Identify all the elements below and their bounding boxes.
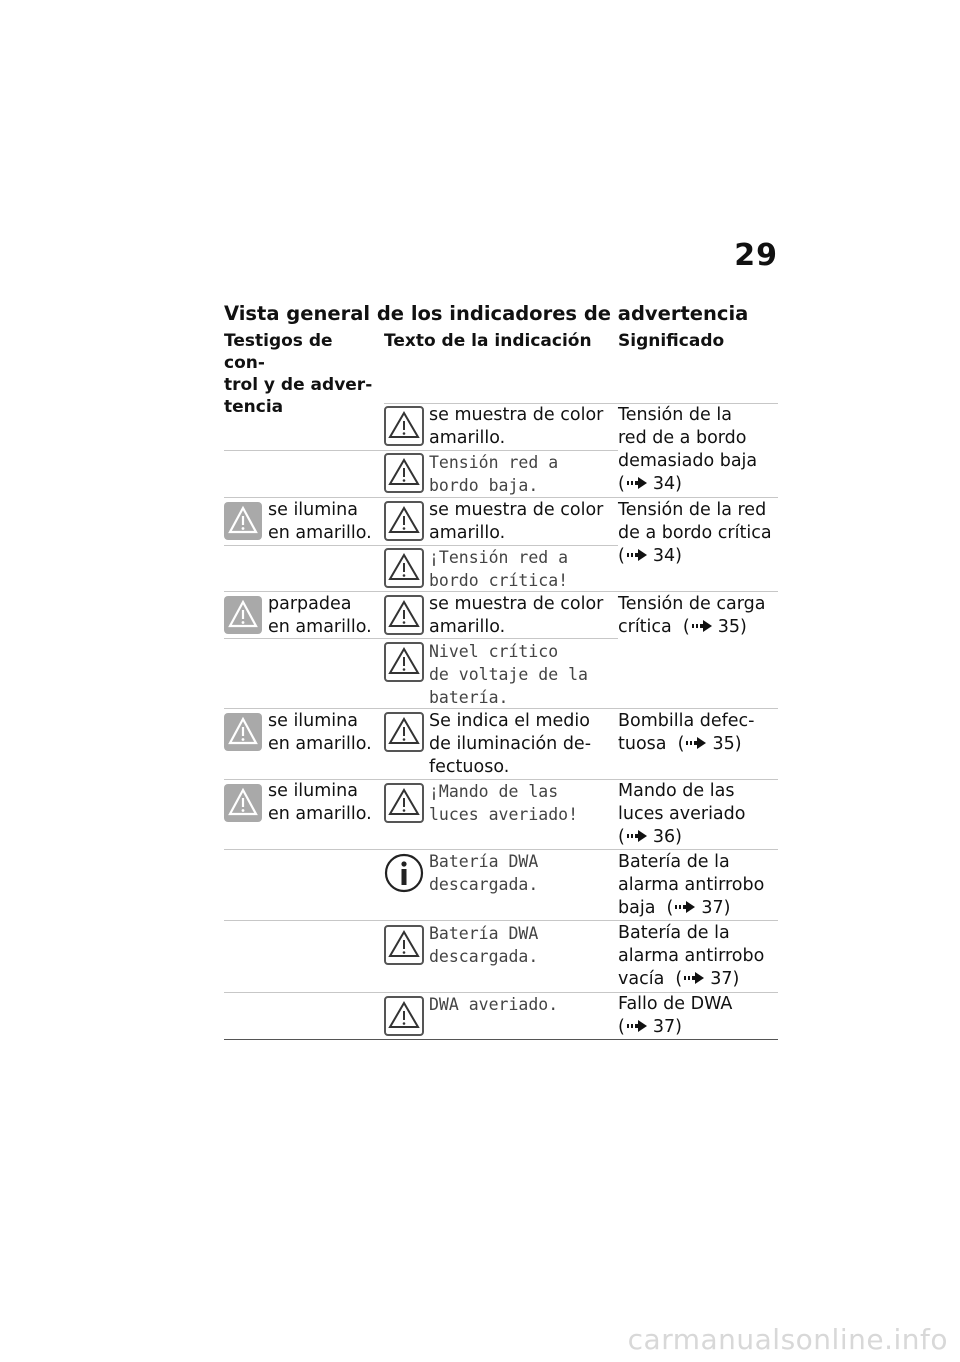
display-message	[429, 546, 568, 592]
lamp-state-line: en amarillo.	[268, 617, 372, 637]
meaning-text	[618, 922, 764, 991]
meaning-line: demasiado baja	[618, 451, 758, 471]
lamp-state	[268, 710, 372, 756]
page-reference[interactable]: ( 36)	[618, 827, 682, 847]
message-line: DWA averiado.	[429, 995, 559, 1014]
column-header-meaning: Significado	[618, 331, 725, 351]
meaning-line: Fallo de DWA	[618, 994, 733, 1014]
display-message	[429, 780, 578, 826]
meaning-line: alarma antirrobo	[618, 875, 765, 895]
message-line: ¡Tensión red a	[429, 548, 569, 567]
reference-page: 37)	[710, 969, 740, 989]
lamp-state-line: en amarillo.	[268, 523, 372, 543]
meaning-text	[618, 851, 764, 920]
warning-triangle-icon	[384, 783, 424, 827]
indication-text	[429, 404, 603, 450]
reference-arrow-icon	[686, 733, 706, 756]
reference-arrow-icon	[627, 545, 647, 568]
lamp-state	[268, 780, 372, 826]
meaning-line: Batería de la	[618, 923, 730, 943]
table-rule	[224, 920, 778, 921]
text-line: amarillo.	[429, 428, 506, 448]
warning-lamp-icon	[224, 713, 262, 755]
reference-page: 37)	[701, 898, 731, 918]
meaning-line: de a bordo crítica	[618, 523, 772, 543]
text-line: se muestra de color	[429, 500, 604, 520]
page-reference[interactable]: baja ( 37)	[618, 898, 731, 918]
text-line: fectuoso.	[429, 757, 510, 777]
warning-lamp-icon	[224, 502, 262, 544]
message-line: luces averiado!	[429, 805, 579, 824]
warning-lamp-icon	[224, 784, 262, 826]
meaning-line: red de a bordo	[618, 428, 747, 448]
reference-page: 34)	[652, 546, 682, 566]
reference-arrow-icon	[692, 616, 712, 639]
column-header-lamp-line: tencia	[224, 397, 284, 417]
display-message	[429, 451, 558, 497]
page-reference[interactable]: tuosa ( 35)	[618, 734, 742, 754]
indication-text	[429, 593, 603, 639]
meaning-text	[618, 710, 754, 756]
message-line: Tensión red a	[429, 453, 559, 472]
page-reference[interactable]: crítica ( 35)	[618, 617, 747, 637]
meaning-text	[618, 404, 757, 496]
table-rule	[224, 450, 618, 451]
warning-triangle-icon	[384, 595, 424, 639]
table-bottom-rule	[224, 1039, 778, 1040]
warning-triangle-icon	[384, 996, 424, 1040]
text-line: de iluminación de-	[429, 734, 592, 754]
text-line: amarillo.	[429, 617, 506, 637]
footer-watermark: carmanualsonline.info	[627, 1323, 948, 1356]
table-rule	[224, 497, 778, 498]
reference-page: 35)	[712, 734, 742, 754]
warning-triangle-icon	[384, 453, 424, 497]
reference-arrow-icon	[627, 1016, 647, 1039]
message-line: descargada.	[429, 947, 539, 966]
message-line: de voltaje de la	[429, 665, 588, 684]
meaning-line: baja	[618, 898, 656, 918]
meaning-line: tuosa	[618, 734, 667, 754]
warning-triangle-icon	[384, 548, 424, 592]
message-line: bordo crítica!	[429, 571, 569, 590]
meaning-line: Tensión de carga	[618, 594, 766, 614]
warning-triangle-icon	[384, 642, 424, 686]
message-line: Batería DWA	[429, 924, 539, 943]
lamp-state-line: se ilumina	[268, 500, 358, 520]
message-line: ¡Mando de las	[429, 782, 559, 801]
message-line: Batería DWA	[429, 852, 539, 871]
meaning-line: crítica	[618, 617, 672, 637]
reference-page: 35)	[717, 617, 747, 637]
warning-triangle-icon	[384, 712, 424, 756]
meaning-text	[618, 993, 732, 1039]
meaning-line: Tensión de la	[618, 405, 732, 425]
meaning-line: Tensión de la red	[618, 500, 767, 520]
meaning-text	[618, 780, 745, 849]
page-reference[interactable]: ( 34)	[618, 474, 682, 494]
section-title: Vista general de los indicadores de advertencia	[224, 302, 749, 325]
column-header-lamp	[224, 330, 374, 418]
meaning-line: Mando de las	[618, 781, 735, 801]
message-line: bordo baja.	[429, 476, 539, 495]
warning-lamp-icon	[224, 596, 262, 638]
lamp-state	[268, 499, 372, 545]
message-line: batería.	[429, 688, 509, 707]
lamp-state-line: en amarillo.	[268, 804, 372, 824]
warning-triangle-icon	[384, 925, 424, 969]
reference-arrow-icon	[684, 968, 704, 991]
info-icon	[384, 853, 424, 897]
display-message	[429, 640, 588, 709]
lamp-state-line: parpadea	[268, 594, 352, 614]
page-number: 29	[734, 238, 778, 273]
column-header-lamp-line: Testigos de con-	[224, 331, 333, 373]
meaning-text	[618, 593, 765, 639]
meaning-line: Batería de la	[618, 852, 730, 872]
meaning-line: vacía	[618, 969, 665, 989]
meaning-line: alarma antirrobo	[618, 946, 765, 966]
meaning-line: Bombilla defec-	[618, 711, 755, 731]
lamp-state	[268, 593, 372, 639]
reference-arrow-icon	[627, 826, 647, 849]
reference-arrow-icon	[675, 897, 695, 920]
reference-arrow-icon	[627, 473, 647, 496]
text-line: se muestra de color	[429, 405, 604, 425]
warning-triangle-icon	[384, 406, 424, 450]
text-line: se muestra de color	[429, 594, 604, 614]
page-reference[interactable]: vacía ( 37)	[618, 969, 740, 989]
meaning-text	[618, 499, 772, 568]
page-reference[interactable]: ( 34)	[618, 546, 682, 566]
reference-page: 37)	[652, 1017, 682, 1037]
lamp-state-line: en amarillo.	[268, 734, 372, 754]
meaning-line: luces averiado	[618, 804, 746, 824]
lamp-state-line: se ilumina	[268, 781, 358, 801]
column-header-lamp-line: trol y de adver-	[224, 375, 373, 395]
column-header-text: Texto de la indicación	[384, 331, 592, 351]
reference-page: 34)	[652, 474, 682, 494]
text-line: Se indica el medio	[429, 711, 590, 731]
display-message	[429, 922, 538, 968]
lamp-state-line: se ilumina	[268, 711, 358, 731]
message-line: Nivel crítico	[429, 642, 559, 661]
display-message	[429, 993, 558, 1016]
warning-triangle-icon	[384, 501, 424, 545]
text-line: amarillo.	[429, 523, 506, 543]
display-message	[429, 850, 538, 896]
message-line: descargada.	[429, 875, 539, 894]
page-reference[interactable]: ( 37)	[618, 1017, 682, 1037]
reference-page: 36)	[652, 827, 682, 847]
indication-text	[429, 499, 603, 545]
indication-text	[429, 710, 591, 779]
